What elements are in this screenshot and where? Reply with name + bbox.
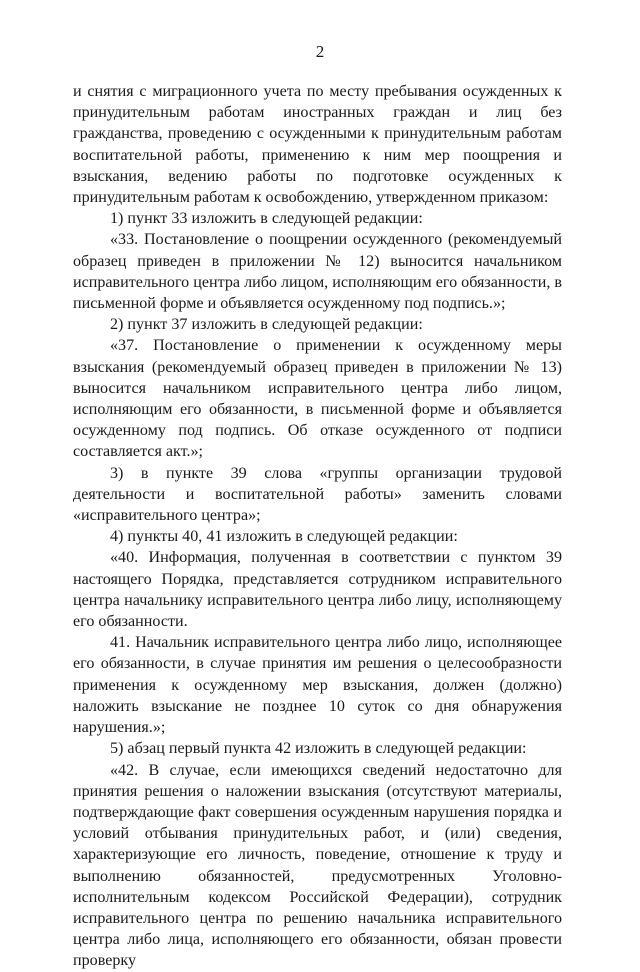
paragraph-intro: и снятия с миграционного учета по месту пребывания осужденных к принудительным работам иностранных граждан и лиц без гражданства, проведению с осужденными к принудительным работам воспитательной работы, применению к ним мер поощрения и взыскания, ведению работы по подготовке осужденных к принудительным работам к освобождению, утвержденном приказом:: [73, 83, 562, 207]
paragraph-item-3: 3) в пункте 39 слова «группы организации трудовой деятельности и воспитательной работы» заменить словами «исправительного центра»;: [73, 464, 562, 525]
paragraph-item-5: 5) абзац первый пункта 42 изложить в следующей редакции:: [110, 740, 527, 758]
paragraph-point-41: 41. Начальник исправительного центра либо лицо, исполняющее его обязанности, в случае принятия им решения о целесообразности применения к осужденному мер взыскания, должен (должно) наложить взыскание не позднее 10 суток со дня обнаружения нарушения.»;: [73, 634, 562, 737]
paragraph-point-37: «37. Постановление о применении к осужденному меры взыскания (рекомендуемый образец приведен в приложении № 13) выносится начальником исправительного центра либо лицом, исполняющим его обязанности, в письменной форме и объявляется осужденному под подпись. Об отказе осужденного от подписи составляется акт.»;: [73, 337, 562, 461]
paragraph-item-1: 1) пункт 33 изложить в следующей редакции:: [110, 210, 423, 228]
paragraph-point-42: «42. В случае, если имеющихся сведений недостаточно для принятия решения о наложении взыскания (отсутствуют материалы, подтверждающие факт совершения осужденным нарушения порядка и условий отбывания принудительных работ, и (или) сведения, характеризующие его личность, поведение, отношение к труду и выполнению обязанностей, предусмотренных Уголовно-исполнительным кодексом Российской Федерации), сотрудник исправительного центра по решению начальника исправительного центра либо лица, исполняющего его обязанности, обязан провести проверку: [73, 761, 562, 970]
page-number: 2: [315, 42, 325, 61]
document-body: [73, 81, 562, 972]
paragraph-point-40: «40. Информация, полученная в соответствии с пунктом 39 настоящего Порядка, представляется сотрудником исправительного центра начальнику исправительного центра либо лицу, исполняющему его обязанности.: [73, 549, 562, 631]
paragraph-point-33: «33. Постановление о поощрении осужденного (рекомендуемый образец приведен в приложении № 12) выносится начальником исправительного центра либо лицом, исполняющим его обязанности, в письменной форме и объявляется осужденному под подпись.»;: [73, 231, 562, 313]
paragraph-item-2: 2) пункт 37 изложить в следующей редакции:: [110, 316, 423, 334]
paragraph-item-4: 4) пункты 40, 41 изложить в следующей редакции:: [110, 528, 458, 546]
